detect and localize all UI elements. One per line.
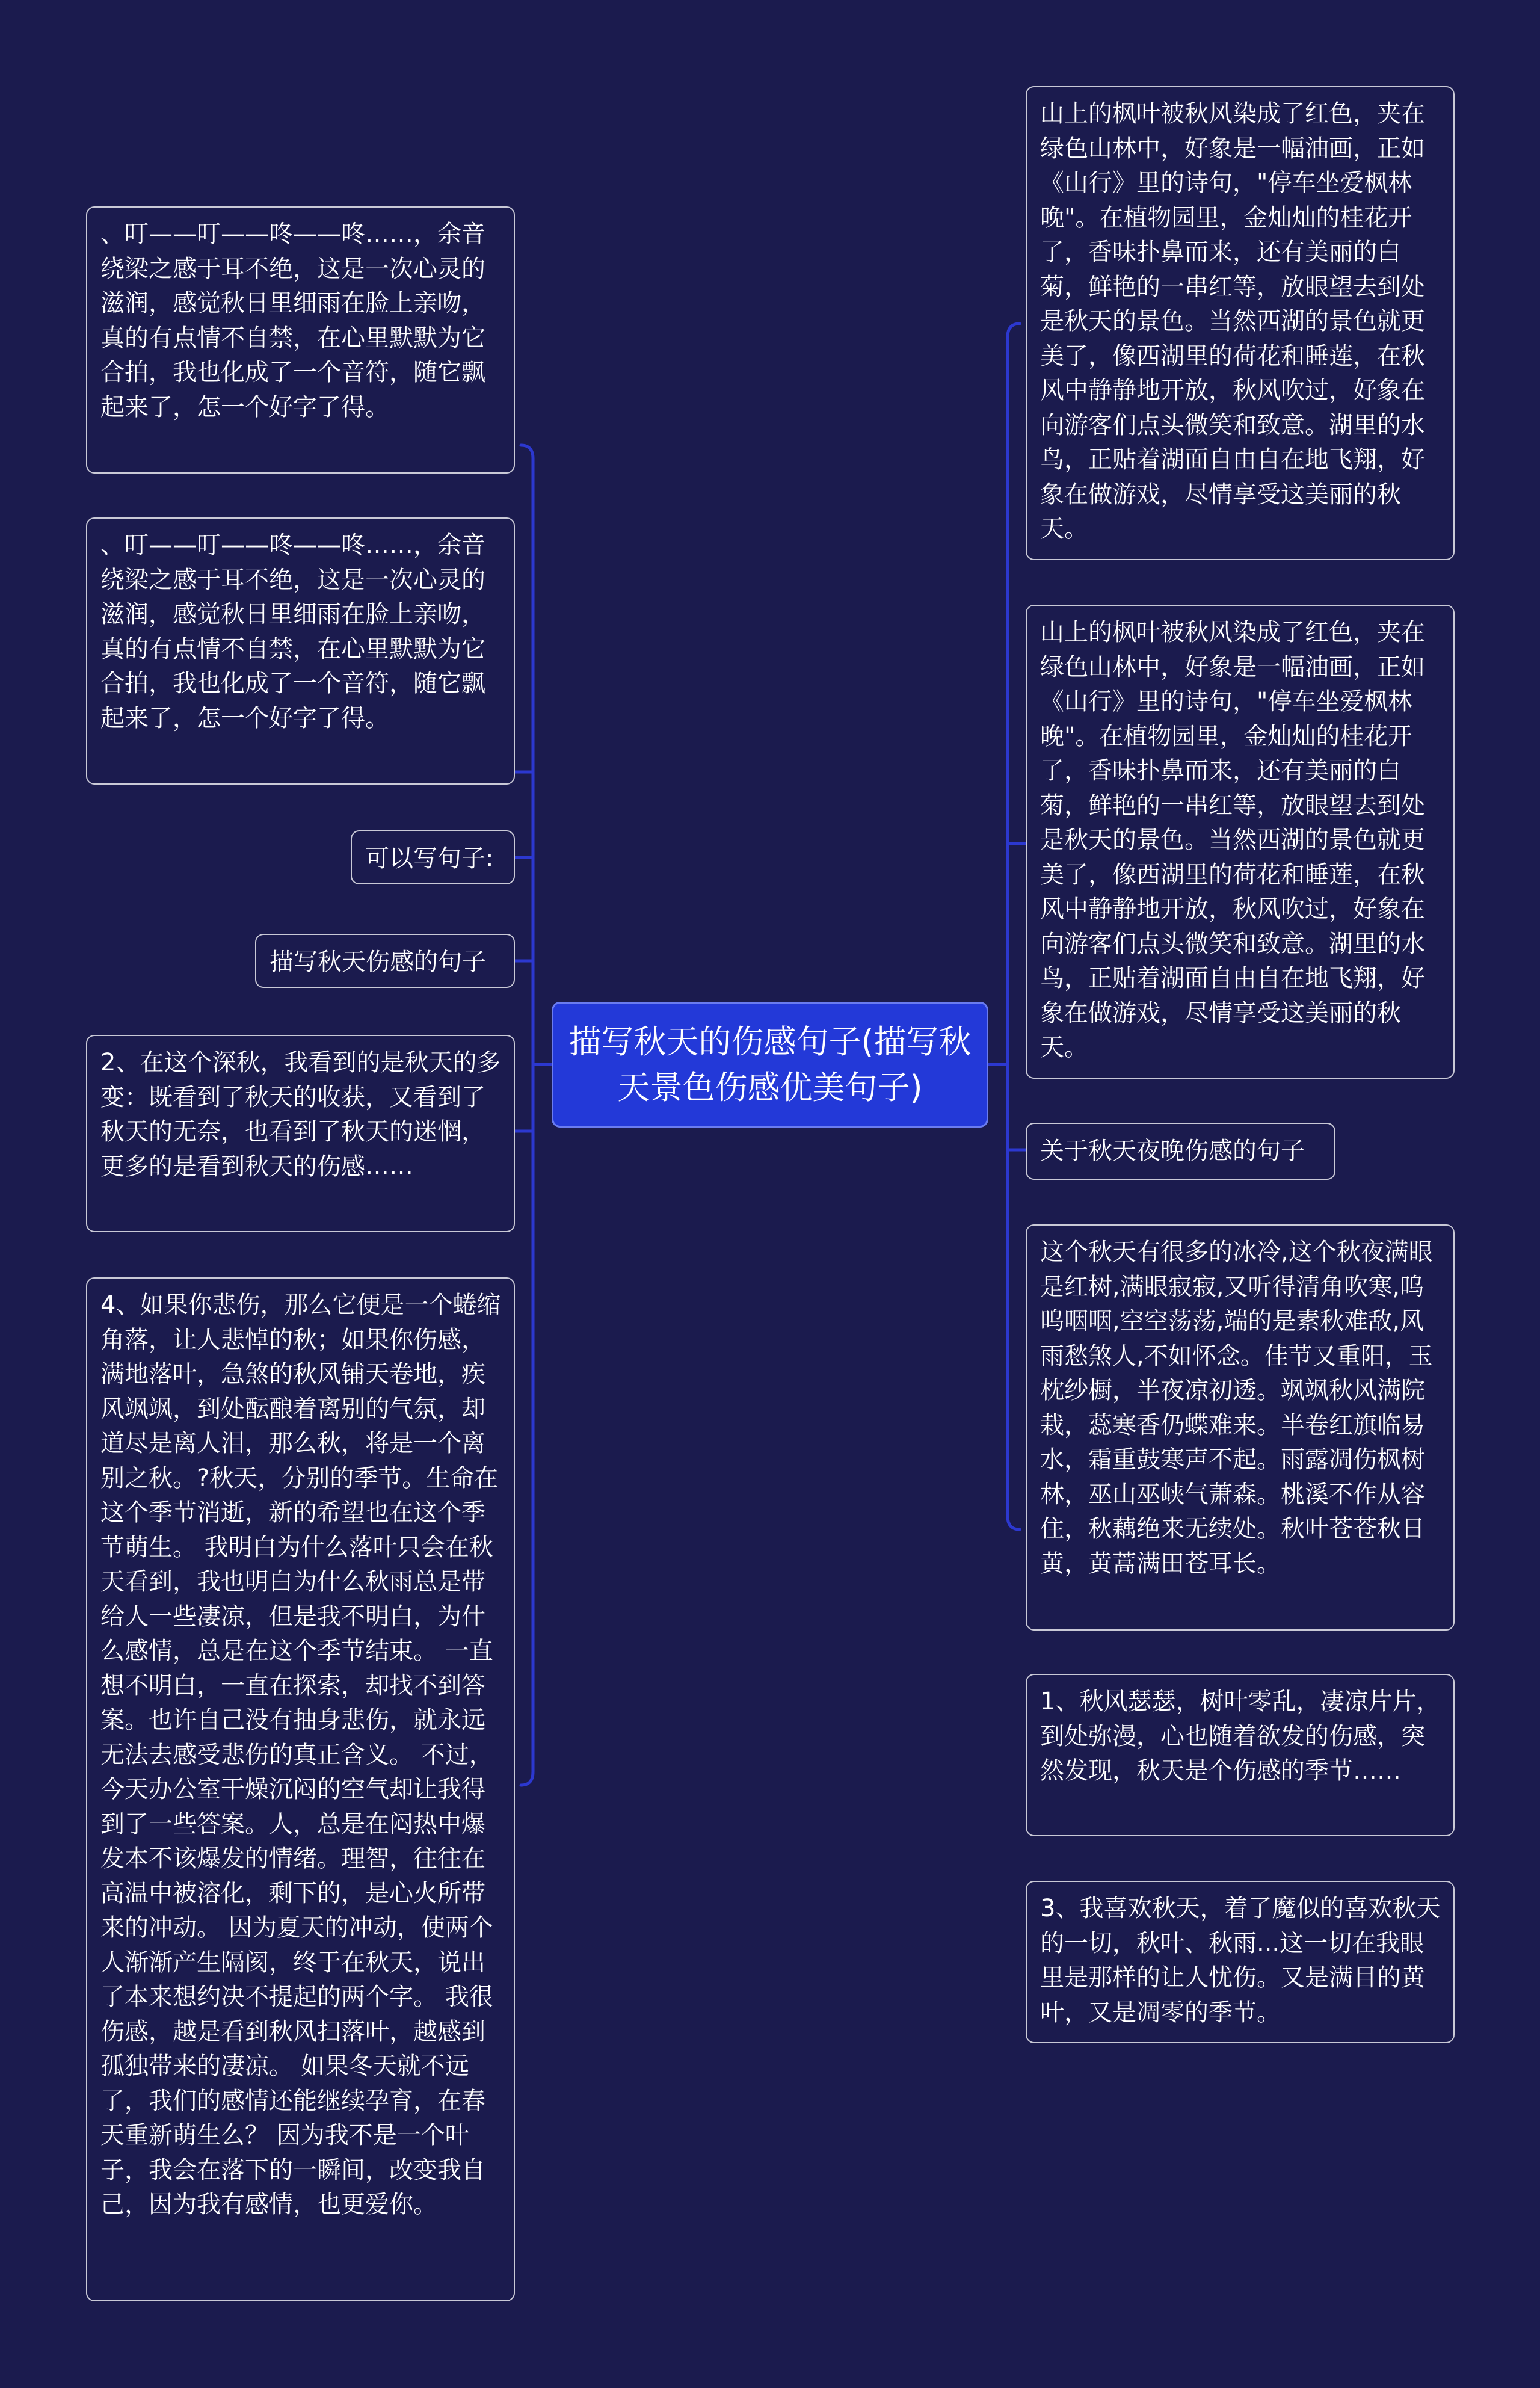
right-node-5-text: 1、秋风瑟瑟，树叶零乱，凄凉片片，到处弥漫，心也随着欲发的伤感，突然发现，秋天是个伤感的季节…… bbox=[1040, 1688, 1441, 1785]
left-node-3-text: 可以写句子: bbox=[365, 845, 494, 872]
left-node-4-text: 描写秋天伤感的句子 bbox=[270, 948, 486, 976]
right-node-4[interactable] bbox=[1026, 1224, 1455, 1631]
left-node-6[interactable] bbox=[86, 1277, 515, 2301]
left-node-4[interactable] bbox=[255, 934, 515, 988]
left-node-3[interactable] bbox=[351, 830, 515, 884]
left-node-5-text: 2、在这个深秋，我看到的是秋天的多变：既看到了秋天的收获，又看到了秋天的无奈，也看到了秋天的迷惘，更多的是看到秋天的伤感…… bbox=[100, 1049, 501, 1180]
right-node-1[interactable] bbox=[1026, 86, 1455, 560]
right-node-3[interactable] bbox=[1026, 1123, 1335, 1180]
right-bracket-connector bbox=[1008, 324, 1020, 337]
left-node-2-text: 、叮——叮——咚——咚……，余音绕梁之感于耳不绝，这是一次心灵的滋润，感觉秋日里细雨在脸上亲吻，真的有点情不自禁，在心里默默为它合拍，我也化成了一个音符，随它飘起来了，怎一个好字了得。 bbox=[100, 531, 485, 732]
left-bracket-connector bbox=[521, 445, 533, 458]
left-node-1-text: 、叮——叮——咚——咚……，余音绕梁之感于耳不绝，这是一次心灵的滋润，感觉秋日里细雨在脸上亲吻，真的有点情不自禁，在心里默默为它合拍，我也化成了一个音符，随它飘起来了，怎一个好字了得。 bbox=[100, 220, 485, 421]
left-bracket-connector bbox=[521, 1772, 533, 1785]
right-node-4-text: 这个秋天有很多的冰冷,这个秋夜满眼是红树,满眼寂寂,又听得清角吹寒,呜呜咽咽,空空荡荡,端的是素秋难敌,风雨愁煞人,不如怀念。佳节又重阳，玉枕纱橱，半夜凉初透。飒飒秋风满院栽，蕊寒香仍蝶难来。半卷红旗临易水，霜重鼓寒声不起。雨露凋伤枫树林，巫山巫峡气萧森。桃溪不作从容住，秋藕绝来无续处。秋叶苍苍秋日黄，黄蒿满田苍耳长。 bbox=[1040, 1238, 1433, 1578]
right-bracket-connector bbox=[1008, 1516, 1020, 1529]
right-node-6-text: 3、我喜欢秋天，着了魔似的喜欢秋天的一切，秋叶、秋雨...这一切在我眼里是那样的让人忧伤。又是满目的黄叶，又是凋零的季节。 bbox=[1040, 1895, 1441, 2026]
left-node-6-text: 4、如果你悲伤，那么它便是一个蜷缩角落，让人悲悼的秋；如果你伤感，满地落叶，急煞的秋风铺天卷地，疾风飒飒，到处酝酿着离别的气氛，却道尽是离人泪，那么秋，将是一个离别之秋。?秋天，分别的季节。生命在这个季节消逝，新的希望也在这个季节萌生。 我明白为什么落叶只会在秋天看到，我也明白为什么秋雨总是带给人一些凄凉，但是我不明白，为什么感情，总是在这个季节结束。 一直想不明白，一直在探索，却找不到答案。也许自己没有抽身悲伤，就永远无法去感受悲伤的真正含义。 不过，今天办公室干燥沉闷的空气却让我得到了一些答案。人，总是在闷热中爆发本不该爆发的情绪。理智，往往在高温中被溶化，剩下的，是心火所带来的冲动。 因为夏天的冲动，使两个人渐渐产生隔阂，终于在秋天，说出了本来想约决不提起的两个字。 我很伤感，越是看到秋风扫落叶，越感到孤独带来的凄凉。 如果冬天就不远了，我们的感情还能继续孕育，在春天重新萌生么？ 因为我不是一个叶子，我会在落下的一瞬间，改变我自己，因为我有感情，也更爱你。 bbox=[100, 1291, 501, 2218]
center-topic-label: 描写秋天的伤感句子(描写秋天景色伤感优美句子) bbox=[568, 1023, 972, 1106]
left-node-1[interactable] bbox=[86, 206, 515, 474]
right-node-2[interactable] bbox=[1026, 605, 1455, 1079]
right-node-1-text: 山上的枫叶被秋风染成了红色，夹在绿色山林中，好象是一幅油画，正如《山行》里的诗句，"停车坐爱枫林晚"。在植物园里，金灿灿的桂花开了，香味扑鼻而来，还有美丽的白菊，鲜艳的一串红等，放眼望去到处是秋天的景色。当然西湖的景色就更美了，像西湖里的荷花和睡莲，在秋风中静静地开放，秋风吹过，好象在向游客们点头微笑和致意。湖里的水鸟，正贴着湖面自由自在地飞翔，好象在做游戏，尽情享受这美丽的秋天。 bbox=[1040, 100, 1425, 543]
right-node-3-text: 关于秋天夜晚伤感的句子 bbox=[1040, 1137, 1305, 1165]
left-node-2[interactable] bbox=[86, 517, 515, 785]
right-node-2-text: 山上的枫叶被秋风染成了红色，夹在绿色山林中，好象是一幅油画，正如《山行》里的诗句，"停车坐爱枫林晚"。在植物园里，金灿灿的桂花开了，香味扑鼻而来，还有美丽的白菊，鲜艳的一串红等，放眼望去到处是秋天的景色。当然西湖的景色就更美了，像西湖里的荷花和睡莲，在秋风中静静地开放，秋风吹过，好象在向游客们点头微笑和致意。湖里的水鸟，正贴着湖面自由自在地飞翔，好象在做游戏，尽情享受这美丽的秋天。 bbox=[1040, 619, 1425, 1061]
left-node-5[interactable] bbox=[86, 1035, 515, 1232]
right-node-6[interactable] bbox=[1026, 1881, 1455, 2043]
center-topic[interactable] bbox=[552, 1002, 988, 1128]
right-node-5[interactable] bbox=[1026, 1674, 1455, 1836]
